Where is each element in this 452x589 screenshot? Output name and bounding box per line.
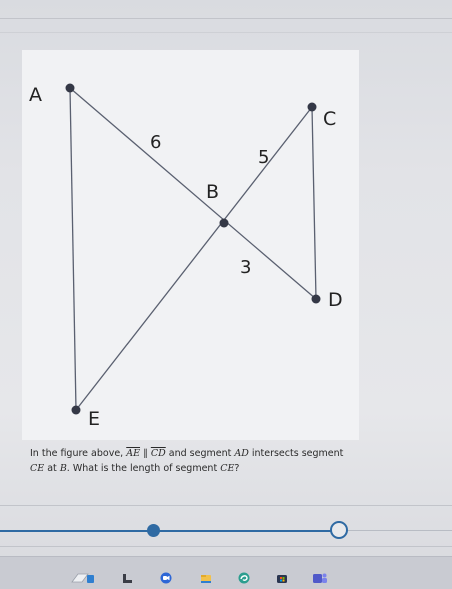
question-fragment: intersects segment bbox=[248, 448, 344, 459]
label-b: B bbox=[206, 181, 220, 203]
length-ab: 6 bbox=[150, 132, 162, 153]
progress-handle[interactable] bbox=[147, 524, 160, 537]
edge-icon[interactable] bbox=[238, 572, 250, 584]
segment-ce-symbol: CE bbox=[220, 463, 235, 474]
parallel-symbol: ∥ bbox=[143, 448, 148, 459]
question-text bbox=[30, 446, 430, 476]
question-fragment: and segment bbox=[165, 448, 235, 459]
divider bbox=[0, 546, 452, 547]
length-bd: 3 bbox=[240, 257, 252, 278]
folder-icon[interactable] bbox=[200, 572, 212, 584]
point-c bbox=[308, 103, 317, 112]
point-a bbox=[66, 84, 75, 93]
point-e bbox=[72, 406, 81, 415]
label-d: D bbox=[328, 289, 343, 311]
point-b-symbol: B bbox=[59, 463, 67, 474]
label-a: A bbox=[29, 84, 42, 106]
point-b bbox=[220, 219, 229, 228]
progress-track-filled bbox=[0, 530, 340, 532]
zoom-icon[interactable] bbox=[160, 572, 172, 584]
question-fragment: In the figure above, bbox=[30, 448, 127, 459]
label-e: E bbox=[88, 408, 101, 430]
taskbar bbox=[0, 556, 452, 589]
segment-ce bbox=[76, 107, 312, 410]
progress-end-marker[interactable] bbox=[330, 521, 348, 539]
teams-icon[interactable] bbox=[312, 572, 328, 584]
question-fragment: . What is the length of segment bbox=[66, 463, 221, 474]
segment-ad bbox=[70, 88, 316, 299]
file-explorer-icon[interactable] bbox=[121, 572, 133, 584]
segment-ae-symbol: $\overline{AE}$ bbox=[126, 448, 141, 459]
length-bc: 5 bbox=[258, 147, 270, 168]
question-fragment: ? bbox=[234, 463, 240, 474]
progress-track bbox=[340, 530, 452, 531]
point-d bbox=[312, 295, 321, 304]
divider bbox=[0, 505, 452, 506]
segment-cd bbox=[312, 107, 316, 299]
progress-slider[interactable] bbox=[0, 520, 452, 540]
label-c: C bbox=[323, 108, 337, 130]
question-fragment: at bbox=[44, 463, 60, 474]
segment-ae bbox=[70, 88, 76, 410]
segment-cd-symbol: $\overline{CD}$ bbox=[150, 448, 166, 459]
segment-ad-symbol: AD bbox=[234, 448, 249, 459]
laptop-icon[interactable] bbox=[70, 572, 96, 584]
segment-ce-symbol: CE bbox=[30, 463, 45, 474]
store-icon[interactable] bbox=[276, 572, 288, 584]
